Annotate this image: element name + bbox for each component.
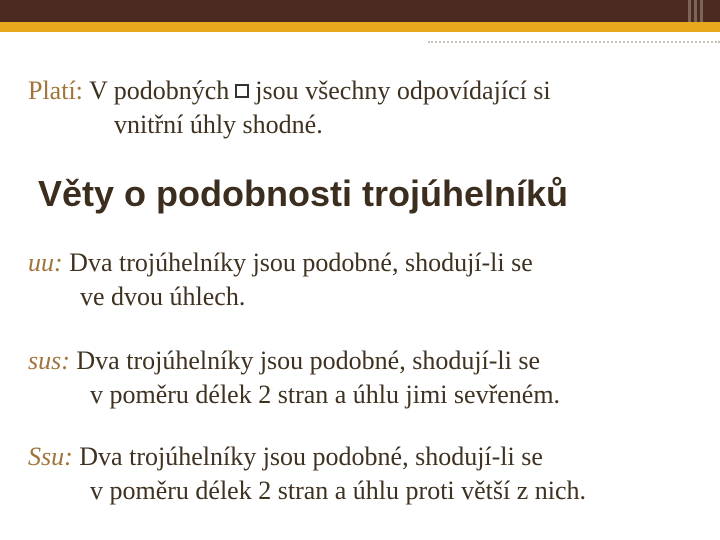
sus-line2: v poměru délek 2 stran a úhlu jimi sevřeném. [90,380,561,409]
ssu-line2: v poměru délek 2 stran a úhlu proti větší z nich. [90,476,587,505]
uu-label: uu: [28,248,63,277]
square-symbol-icon [235,84,249,98]
theorem-ssu [28,440,586,508]
theorem-uu [28,246,533,314]
sus-line1: Dva trojúhelníky jsou podobné, shodují-li se [76,346,541,375]
plati-text-after: jsou všechny odpovídající si [255,76,551,105]
plati-label: Platí: [28,76,83,105]
ssu-label: Ssu: [28,442,73,471]
sus-label: sus: [28,346,70,375]
page-title: Věty o podobnosti trojúhelníků [38,173,568,214]
ssu-line1: Dva trojúhelníky jsou podobné, shodují-li se [79,442,543,471]
plati-text-before: V podobných [88,76,230,105]
theorem-sus [28,344,560,412]
plati-line2: vnitřní úhly shodné. [114,110,323,139]
plati-statement [28,74,551,142]
uu-line2: ve dvou úhlech. [80,282,246,311]
uu-line1: Dva trojúhelníky jsou podobné, shodují-li se [69,248,533,277]
